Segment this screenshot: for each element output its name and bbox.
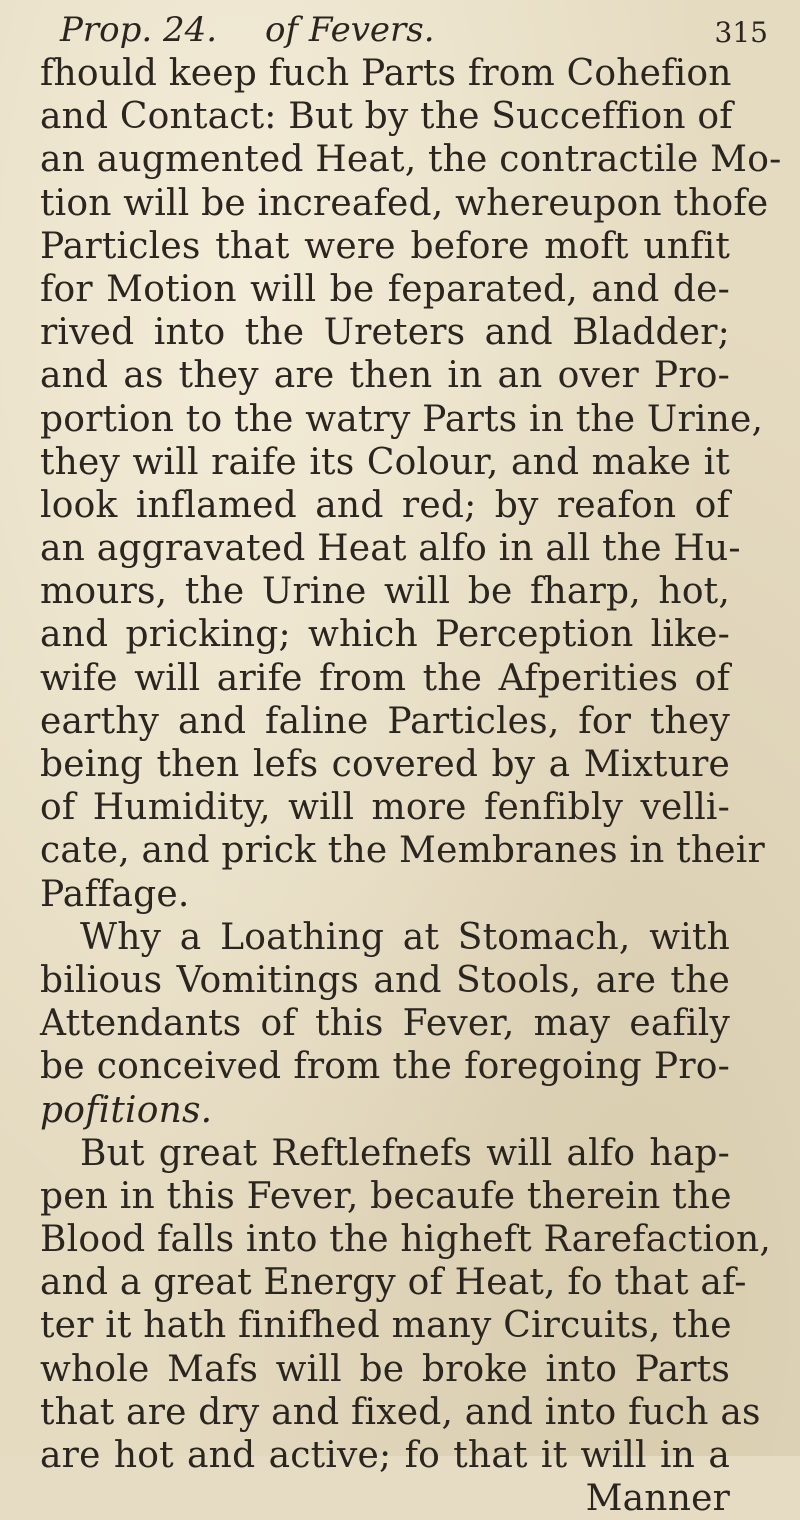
text-line: for Motion will be feparated, and de- [40, 268, 730, 310]
text-line: Attendants of this Fever, may eafily [40, 1003, 730, 1045]
text-line: pofitions. [40, 1089, 213, 1131]
page-number: 315 [714, 16, 768, 49]
text-line: cate, and prick the Membranes in their [40, 830, 765, 872]
text-line: are hot and active; fo that it will in a [40, 1435, 730, 1476]
text-line: wife will arife from the Afperities of [40, 657, 730, 699]
text-line: portion to the watry Parts in the Urine, [40, 398, 764, 440]
text-line: and a great Energy of Heat, fo that af- [40, 1262, 747, 1304]
text-line: Paffage. [40, 873, 190, 915]
text-line: But great Reftlefnefs will alfo hap- [80, 1132, 730, 1174]
text-line: and pricking; which Perception like- [40, 614, 730, 656]
text-line: earthy and faline Particles, for they [40, 700, 730, 742]
text-line: Particles that were before moft unfit [40, 225, 730, 267]
text-line: look inflamed and red; by reafon of [40, 484, 730, 526]
text-line: and Contact: But by the Succeffion of [40, 96, 733, 138]
text-line: mours, the Urine will be fharp, hot, [40, 571, 730, 613]
text-line: whole Mafs will be broke into Parts [40, 1348, 730, 1390]
text-line: an augmented Heat, the contractile Mo- [40, 139, 782, 181]
text-line: fhould keep fuch Parts from Cohefion [40, 53, 732, 94]
text-line: Blood falls into the higheft Rarefaction, [40, 1219, 772, 1261]
proposition-number: Prop. 24. [60, 10, 218, 50]
text-line: tion will be increafed, whereupon thofe [40, 182, 769, 224]
text-line: they will raife its Colour, and make it [40, 441, 730, 483]
text-line: that are dry and fixed, and into fuch as [40, 1391, 761, 1433]
text-line: and as they are then in an over Pro- [40, 355, 730, 397]
text-line: be conceived from the foregoing Pro- [40, 1046, 730, 1088]
chapter-title: of Fevers. [265, 10, 435, 50]
text-line: of Humidity, will more fenfibly velli- [40, 787, 730, 829]
catchword: Manner [585, 1478, 730, 1520]
text-line: an aggravated Heat alfo in all the Hu- [40, 528, 741, 570]
text-line: rived into the Ureters and Bladder; [40, 312, 730, 354]
text-line: ter it hath finifhed many Circuits, the [40, 1305, 732, 1347]
text-line: Why a Loathing at Stomach, with [80, 916, 730, 958]
body-text [40, 52, 782, 1520]
text-line: pen in this Fever, becaufe therein the [40, 1175, 732, 1217]
text-line: being then lefs covered by a Mixture [40, 744, 730, 785]
text-line: bilious Vomitings and Stools, are the [40, 959, 730, 1001]
